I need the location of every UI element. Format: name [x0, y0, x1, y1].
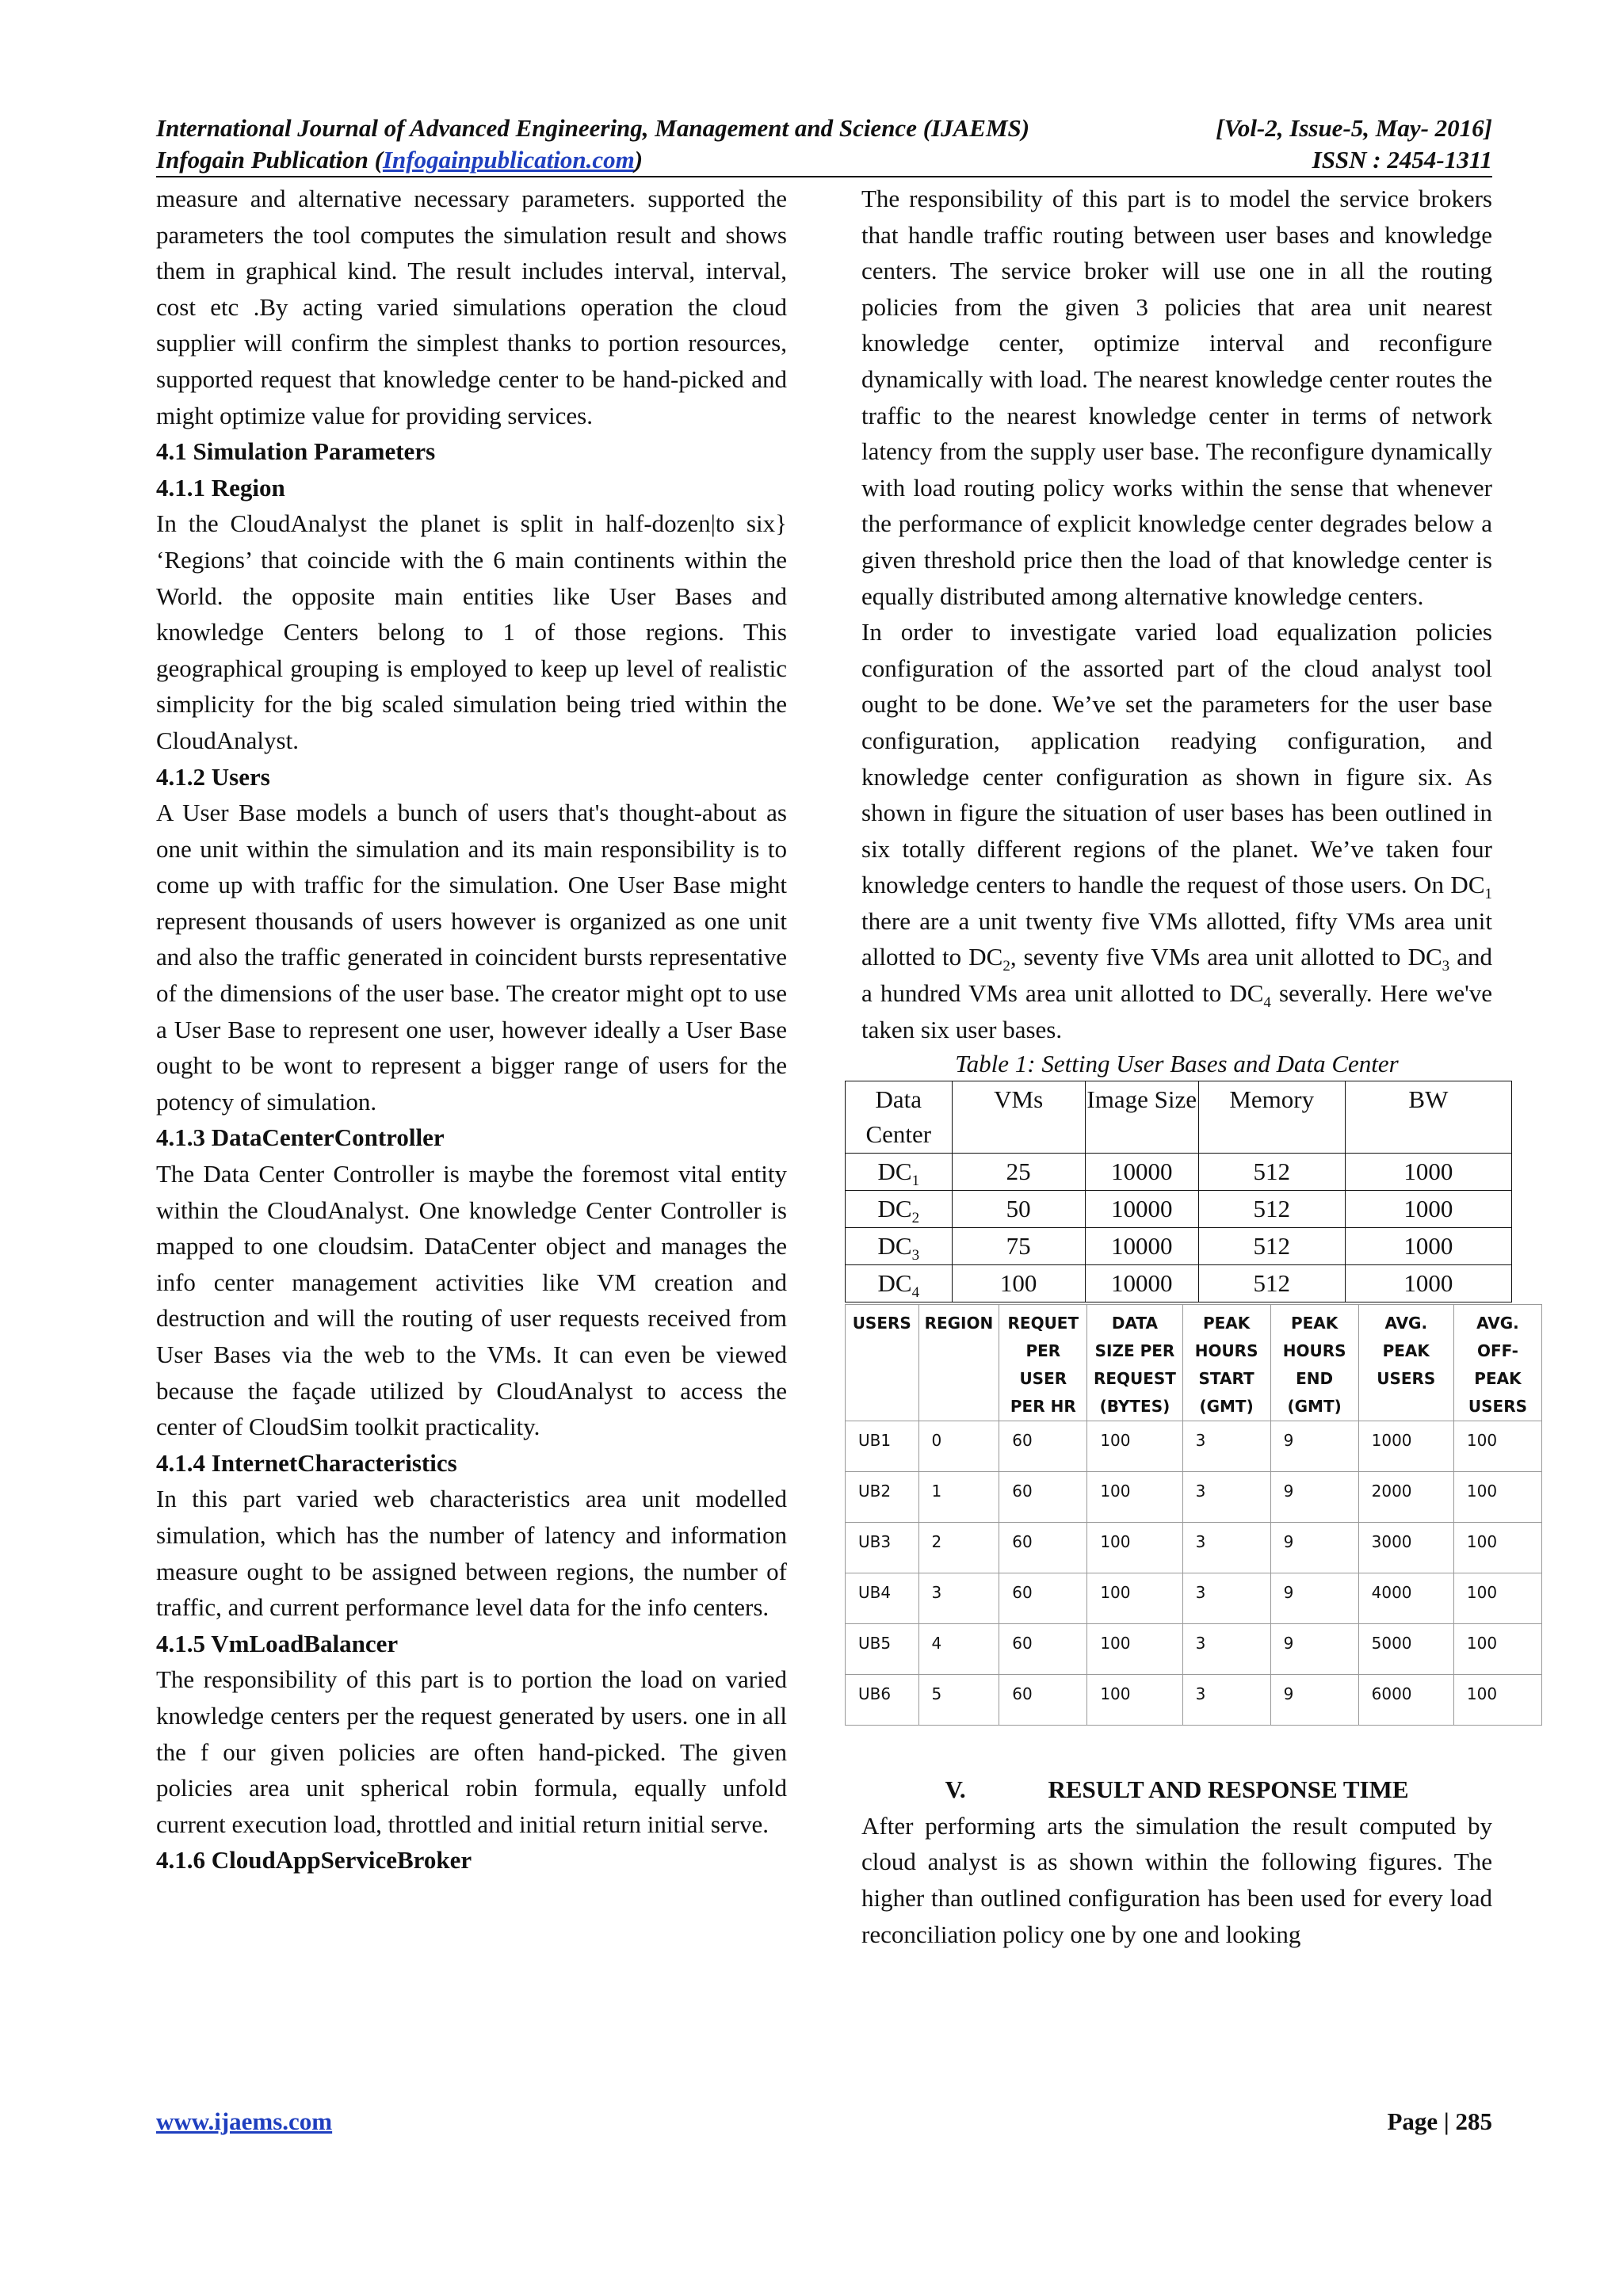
publisher: Infogain Publication (Infogainpublication.com)	[156, 146, 643, 174]
right-column	[852, 181, 1528, 1952]
table-row	[846, 1624, 1542, 1675]
table-row	[846, 1675, 1542, 1726]
website-link[interactable]: www.ijaems.com	[156, 2107, 333, 2135]
paragraph: In this part varied web characteristics area unit modelled simulation, which has the number of latency and information measure ought to be assigned between regions, the number of traffic, and current performance level data for the info centers.	[156, 1485, 787, 1622]
paragraph: In order to investigate varied load equalization policies configuration of the assorted part of the cloud analyst tool ought to be done. We’ve set the parameters for the user base configuration, application readying configuration, and knowledge center configuration as shown in figure six. As shown in figure the situation of user bases has been outlined in six totally different regions of the planet. We’ve taken four knowledge centers to handle the request of those users. On $DC_1$ there are a unit twenty five VMs allotted, fifty VMs area unit allotted to $DC_2$, seventy five VMs area unit allotted to $DC_3$ and a hundred VMs area unit allotted to $DC_4$ severally. Here we've taken six user bases.	[861, 618, 1492, 1043]
table-cell: 3	[1182, 1472, 1270, 1523]
table-cell: 100	[1087, 1523, 1182, 1573]
table-cell: 1000	[1345, 1154, 1511, 1191]
section-heading: V. RESULT AND RESPONSE TIME	[945, 1775, 1409, 1804]
table-row	[846, 1421, 1542, 1472]
running-header	[156, 113, 1492, 177]
table-cell: 1	[918, 1472, 999, 1523]
table-cell: 10000	[1085, 1228, 1198, 1265]
table-cell: 100	[1087, 1573, 1182, 1624]
table-row	[846, 1265, 1512, 1302]
subsection-heading: 4.1.3 DataCenterController	[156, 1123, 445, 1152]
table-cell: 3	[1182, 1675, 1270, 1726]
table-cell: 512	[1198, 1154, 1345, 1191]
datacenter-table	[845, 1081, 1512, 1302]
table-cell: 10000	[1085, 1154, 1198, 1191]
paragraph: In the CloudAnalyst the planet is split in half-dozen|to six} ‘Regions’ that coincide with the 6 main continents within the World. the opposite main entities like User Bases and knowledge Centers belong to 1 of those regions. This geographical grouping is employed to keep up level of realistic simplicity for the big scaled simulation being tried within the CloudAnalyst.	[156, 509, 787, 754]
table-cell: $DC_1$	[846, 1154, 953, 1191]
table-cell: 9	[1270, 1523, 1358, 1573]
table-cell: 50	[952, 1191, 1085, 1228]
table-cell: 9	[1270, 1421, 1358, 1472]
table-cell: 10000	[1085, 1191, 1198, 1228]
header-cell: REGION	[918, 1305, 999, 1421]
header-cell: USERS	[846, 1305, 919, 1421]
header-cell: Data Center	[846, 1081, 953, 1154]
header-cell: VMs	[952, 1081, 1085, 1154]
table-cell: 2	[918, 1523, 999, 1573]
table-cell: 3	[918, 1573, 999, 1624]
table-cell: UB3	[846, 1523, 919, 1573]
table-cell: 0	[918, 1421, 999, 1472]
header-cell: PEAK HOURS START (GMT)	[1182, 1305, 1270, 1421]
table-cell: 100	[1453, 1472, 1541, 1523]
header-cell: REQUET PER USER PER HR	[999, 1305, 1087, 1421]
user-base-table-figure	[845, 1304, 1542, 1726]
table-row	[846, 1523, 1542, 1573]
table-cell: UB2	[846, 1472, 919, 1523]
table-cell: 1000	[1345, 1228, 1511, 1265]
paragraph: The responsibility of this part is to model the service brokers that handle traffic routing between user bases and knowledge centers. The service broker will use one in all the routing policies from the given 3 policies that area unit nearest knowledge center, optimize interval and reconfigure dynamically with load. The nearest knowledge center routes the traffic to the nearest knowledge center in terms of network latency from the supply user base. The reconfigure dynamically with load routing policy works within the sense that whenever the performance of explicit knowledge center degrades below a given threshold price then the load of that knowledge center is equally distributed among alternative knowledge centers.	[861, 185, 1492, 610]
table-row	[846, 1154, 1512, 1191]
subsection-heading: 4.1.2 Users	[156, 762, 270, 791]
table-cell: 100	[1453, 1573, 1541, 1624]
page-number: Page | 285	[1387, 2107, 1492, 2135]
subsection-heading: 4.1.4 InternetCharacteristics	[156, 1448, 457, 1477]
table-cell: UB6	[846, 1675, 919, 1726]
table-cell: 100	[952, 1265, 1085, 1302]
table-cell: 100	[1087, 1472, 1182, 1523]
table-cell: 60	[999, 1472, 1087, 1523]
table-cell: UB1	[846, 1421, 919, 1472]
paragraph: A User Base models a bunch of users that's thought-about as one unit within the simulation and its main responsibility is to come up with traffic for the simulation. One User Base might represent thousands of users however is organized as one unit and also the traffic generated in coincident bursts representative of the dimensions of the user base. The creator might opt to use a User Base to represent one user, however ideally a User Base ought to be wont to represent a bigger range of users for the potency of simulation.	[156, 799, 787, 1116]
table-cell: 2000	[1358, 1472, 1453, 1523]
table-cell: UB5	[846, 1624, 919, 1675]
table-cell: 512	[1198, 1265, 1345, 1302]
table-cell: $DC_3$	[846, 1228, 953, 1265]
table-cell: 4	[918, 1624, 999, 1675]
table-cell: 512	[1198, 1191, 1345, 1228]
header-cell: BW	[1345, 1081, 1511, 1154]
table-cell: 60	[999, 1421, 1087, 1472]
table-cell: UB4	[846, 1573, 919, 1624]
journal-title: International Journal of Advanced Engineering, Management and Science (IJAEMS)	[156, 114, 1030, 142]
paragraph: The responsibility of this part is to portion the load on varied knowledge centers per the request generated by users. one in all the f our given policies are often hand-picked. The given policies area unit spherical robin formula, equally unfold current execution load, throttled and initial return initial serve.	[156, 1665, 787, 1838]
table-cell: $DC_2$	[846, 1191, 953, 1228]
table-cell: 3	[1182, 1624, 1270, 1675]
table-header-row	[846, 1081, 1512, 1154]
table-row	[846, 1573, 1542, 1624]
table-cell: 4000	[1358, 1573, 1453, 1624]
table-cell: 25	[952, 1154, 1085, 1191]
table-cell: 100	[1087, 1675, 1182, 1726]
page-footer	[156, 2107, 1492, 2136]
user-base-table	[845, 1304, 1542, 1726]
table-cell: 100	[1453, 1523, 1541, 1573]
table-cell: 512	[1198, 1228, 1345, 1265]
table-row	[846, 1472, 1542, 1523]
paragraph: The Data Center Controller is maybe the foremost vital entity within the CloudAnalyst. One knowledge Center Controller is mapped to one cloudsim. DataCenter object and manages the info center management activities like VM creation and destruction and will the routing of user requests received from User Bases via the web to the VMs. It can even be viewed because the façade utilized by CloudAnalyst to access the center of CloudSim toolkit practicality.	[156, 1160, 787, 1441]
publisher-link[interactable]: Infogainpublication.com	[382, 146, 635, 174]
table-cell: 3	[1182, 1573, 1270, 1624]
header-cell: DATA SIZE PER REQUEST (BYTES)	[1087, 1305, 1182, 1421]
table-cell: 5000	[1358, 1624, 1453, 1675]
subsection-heading: 4.1.6 CloudAppServiceBroker	[156, 1846, 472, 1875]
table-cell: 1000	[1358, 1421, 1453, 1472]
table-row	[846, 1228, 1512, 1265]
table-cell: 3	[1182, 1421, 1270, 1472]
volume-info: [Vol-2, Issue-5, May- 2016]	[1216, 114, 1492, 142]
table-cell: 9	[1270, 1573, 1358, 1624]
table-cell: 3000	[1358, 1523, 1453, 1573]
table-cell: 100	[1453, 1624, 1541, 1675]
table1-caption: Table 1: Setting User Bases and Data Center	[955, 1050, 1399, 1078]
table-cell: 10000	[1085, 1265, 1198, 1302]
section-heading: 4.1 Simulation Parameters	[156, 437, 436, 466]
table-header-row	[846, 1305, 1542, 1421]
table-cell: 3	[1182, 1523, 1270, 1573]
paragraph: After performing arts the simulation the result computed by cloud analyst is as shown within the following figures. The higher than outlined configuration has been used for every load reconciliation policy one by one and looking	[861, 1811, 1492, 1948]
table-cell: 9	[1270, 1675, 1358, 1726]
header-cell: Image Size	[1085, 1081, 1198, 1154]
table-cell: 75	[952, 1228, 1085, 1265]
table-cell: $DC_4$	[846, 1265, 953, 1302]
header-cell: Memory	[1198, 1081, 1345, 1154]
table-cell: 60	[999, 1523, 1087, 1573]
table-cell: 100	[1087, 1421, 1182, 1472]
header-cell: PEAK HOURS END (GMT)	[1270, 1305, 1358, 1421]
left-column	[156, 181, 787, 1878]
table-cell: 1000	[1345, 1265, 1511, 1302]
table-cell: 100	[1453, 1675, 1541, 1726]
table-cell: 100	[1453, 1421, 1541, 1472]
table-cell: 6000	[1358, 1675, 1453, 1726]
table-cell: 60	[999, 1675, 1087, 1726]
header-cell: AVG. PEAK USERS	[1358, 1305, 1453, 1421]
table-cell: 5	[918, 1675, 999, 1726]
table-cell: 60	[999, 1624, 1087, 1675]
table-cell: 60	[999, 1573, 1087, 1624]
issn: ISSN : 2454-1311	[1312, 146, 1492, 174]
header-cell: AVG. OFF-PEAK USERS	[1453, 1305, 1541, 1421]
subsection-heading: 4.1.5 VmLoadBalancer	[156, 1629, 399, 1657]
table-row	[846, 1191, 1512, 1228]
table-cell: 100	[1087, 1624, 1182, 1675]
table-cell: 1000	[1345, 1191, 1511, 1228]
table-cell: 9	[1270, 1472, 1358, 1523]
table-cell: 9	[1270, 1624, 1358, 1675]
paragraph: measure and alternative necessary parameters. supported the parameters the tool computes the simulation result and shows them in graphical kind. The result includes interval, interval, cost etc .By acting varied simulations operation the cloud supplier will confirm the simplest thanks to portion resources, supported request that knowledge center to be hand-picked and might optimize value for providing services.	[156, 185, 787, 429]
subsection-heading: 4.1.1 Region	[156, 473, 285, 502]
